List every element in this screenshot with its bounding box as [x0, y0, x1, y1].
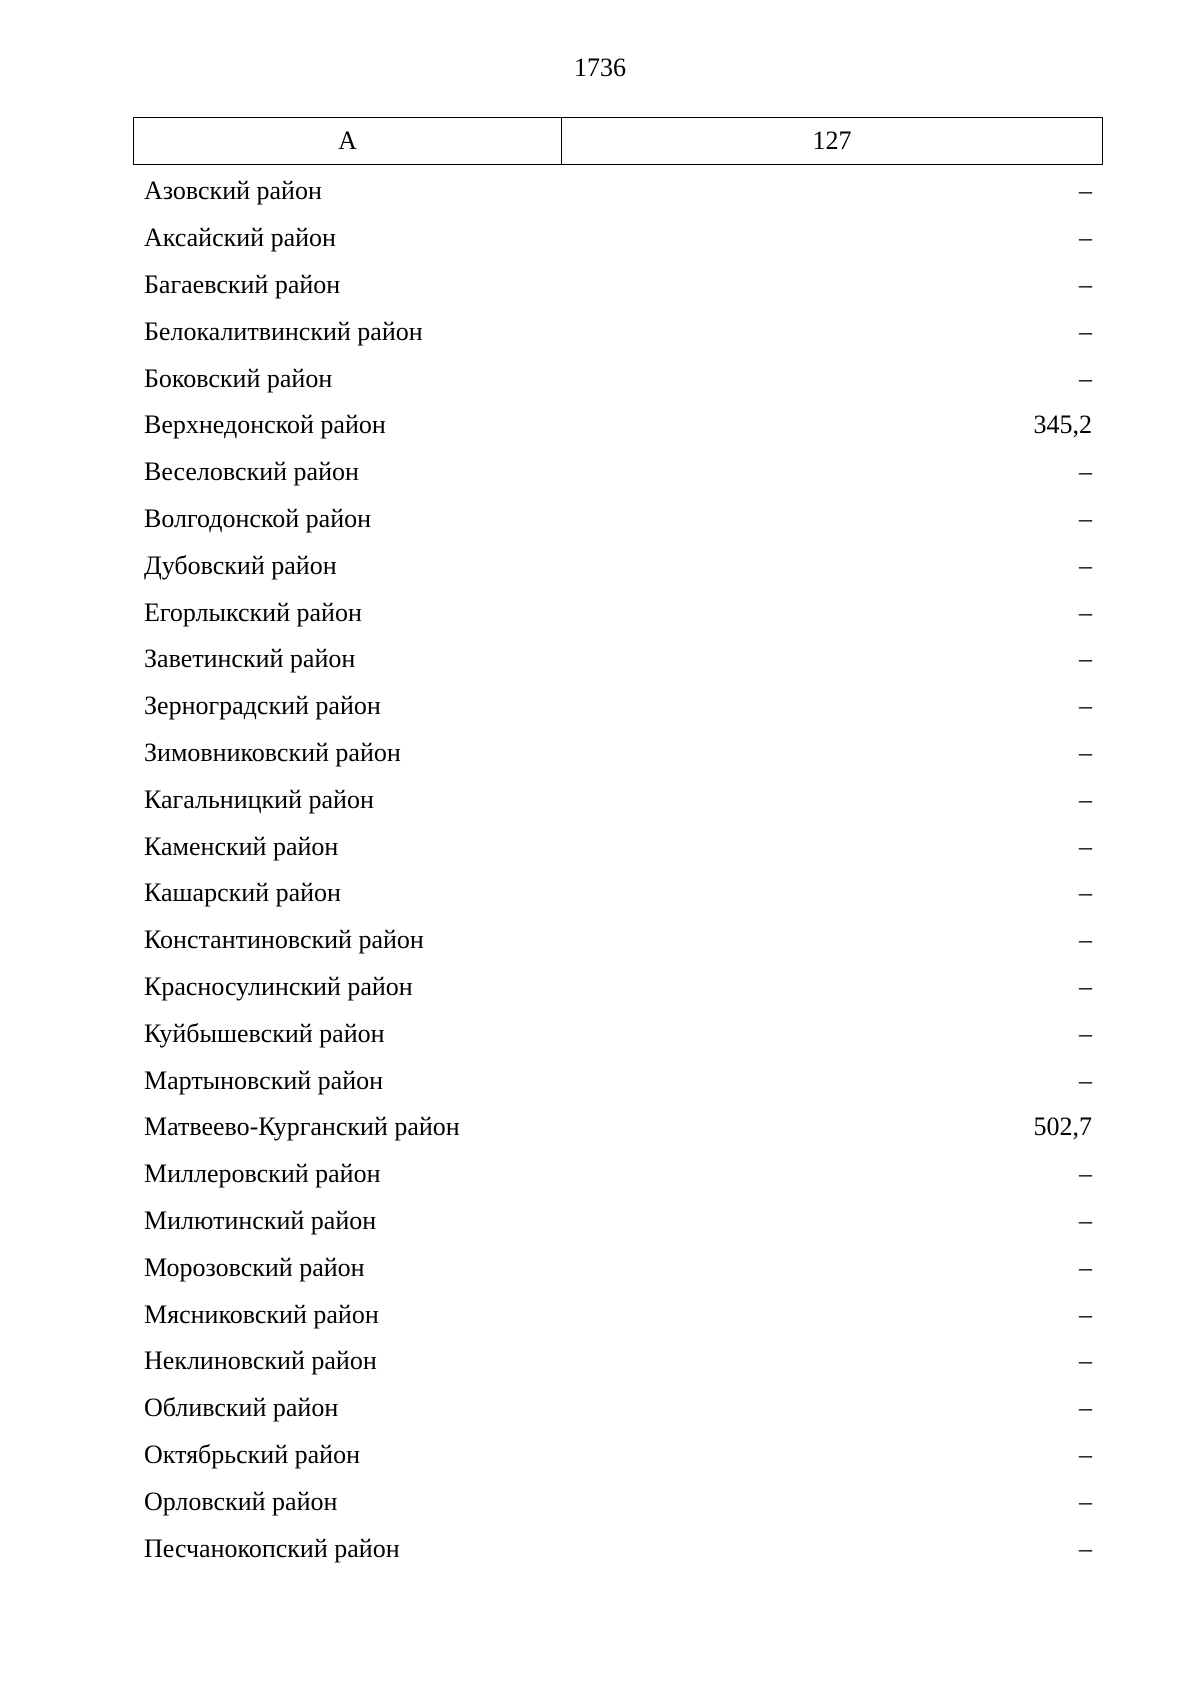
district-name: Мясниковский район [144, 1299, 379, 1329]
district-name: Аксайский район [144, 223, 336, 253]
district-name: Азовский район [144, 176, 322, 206]
district-value: – [1079, 737, 1092, 767]
table-row [133, 870, 1103, 917]
district-name: Кашарский район [144, 878, 341, 908]
district-value: – [1079, 1252, 1092, 1282]
district-name: Красносулинский район [144, 971, 413, 1001]
header-cell-a: А [134, 118, 562, 164]
table-body [133, 168, 1103, 1572]
district-value: – [1079, 1299, 1092, 1329]
table-row [133, 1198, 1103, 1245]
table-row [133, 636, 1103, 683]
table-row [133, 964, 1103, 1011]
district-name: Кагальницкий район [144, 784, 374, 814]
district-name: Зерноградский район [144, 691, 381, 721]
table-row [133, 355, 1103, 402]
district-name: Обливский район [144, 1393, 339, 1423]
district-value: – [1079, 878, 1092, 908]
district-value: – [1079, 1346, 1092, 1376]
district-name: Орловский район [144, 1486, 338, 1516]
district-name: Заветинский район [144, 644, 356, 674]
district-value: – [1079, 1018, 1092, 1048]
district-value: – [1079, 1205, 1092, 1235]
table-row [133, 1525, 1103, 1572]
table-row [133, 215, 1103, 262]
header-cell-b: 127 [812, 126, 852, 155]
district-name: Верхнедонской район [144, 410, 386, 440]
district-value: 502,7 [1033, 1112, 1092, 1142]
page-number: 1736 [574, 53, 626, 82]
district-value: – [1079, 269, 1092, 299]
district-value: – [1079, 1159, 1092, 1189]
district-name: Егорлыкский район [144, 597, 362, 627]
district-name: Волгодонской район [144, 503, 372, 533]
district-value: – [1079, 831, 1092, 861]
table-row [133, 823, 1103, 870]
district-value: – [1079, 971, 1092, 1001]
district-value: – [1079, 1533, 1092, 1563]
table-row [133, 683, 1103, 730]
table-row [133, 1010, 1103, 1057]
district-name: Милютинский район [144, 1205, 377, 1235]
table-row [133, 1244, 1103, 1291]
district-name: Каменский район [144, 831, 339, 861]
district-value: – [1079, 597, 1092, 627]
district-name: Мартыновский район [144, 1065, 384, 1095]
district-name: Морозовский район [144, 1252, 365, 1282]
table-row [133, 1338, 1103, 1385]
district-value: – [1079, 691, 1092, 721]
district-value: – [1079, 1439, 1092, 1469]
table-row [133, 1151, 1103, 1198]
district-name: Неклиновский район [144, 1346, 377, 1376]
district-value: – [1079, 1393, 1092, 1423]
table-row [133, 496, 1103, 543]
district-value: – [1079, 644, 1092, 674]
district-name: Зимовниковский район [144, 737, 401, 767]
table-row [133, 449, 1103, 496]
district-name: Белокалитвинский район [144, 316, 423, 346]
table-row [133, 730, 1103, 777]
table-row [133, 1385, 1103, 1432]
table-row [133, 1291, 1103, 1338]
table-row [133, 917, 1103, 964]
district-value: – [1079, 316, 1092, 346]
district-name: Куйбышевский район [144, 1018, 385, 1048]
table-row [133, 262, 1103, 309]
table-row [133, 1432, 1103, 1479]
district-name: Песчанокопский район [144, 1533, 400, 1563]
district-name: Багаевский район [144, 269, 341, 299]
table-row [133, 589, 1103, 636]
district-value: – [1079, 925, 1092, 955]
table-row [133, 402, 1103, 449]
district-name: Боковский район [144, 363, 333, 393]
district-value: 345,2 [1033, 410, 1092, 440]
district-name: Константиновский район [144, 925, 424, 955]
district-value: – [1079, 223, 1092, 253]
district-name: Дубовский район [144, 550, 337, 580]
district-value: – [1079, 784, 1092, 814]
table-row [133, 1057, 1103, 1104]
table-row [133, 1104, 1103, 1151]
district-value: – [1079, 503, 1092, 533]
table-header [133, 117, 1103, 165]
district-name: Веселовский район [144, 457, 359, 487]
district-value: – [1079, 363, 1092, 393]
table-row [133, 1478, 1103, 1525]
district-name: Октябрьский район [144, 1439, 360, 1469]
district-value: – [1079, 1486, 1092, 1516]
district-value: – [1079, 550, 1092, 580]
table-row [133, 168, 1103, 215]
district-name: Миллеровский район [144, 1159, 381, 1189]
table-row [133, 542, 1103, 589]
district-name: Матвеево-Курганский район [144, 1112, 460, 1142]
table-row [133, 776, 1103, 823]
table-row [133, 308, 1103, 355]
district-value: – [1079, 176, 1092, 206]
district-value: – [1079, 457, 1092, 487]
district-value: – [1079, 1065, 1092, 1095]
